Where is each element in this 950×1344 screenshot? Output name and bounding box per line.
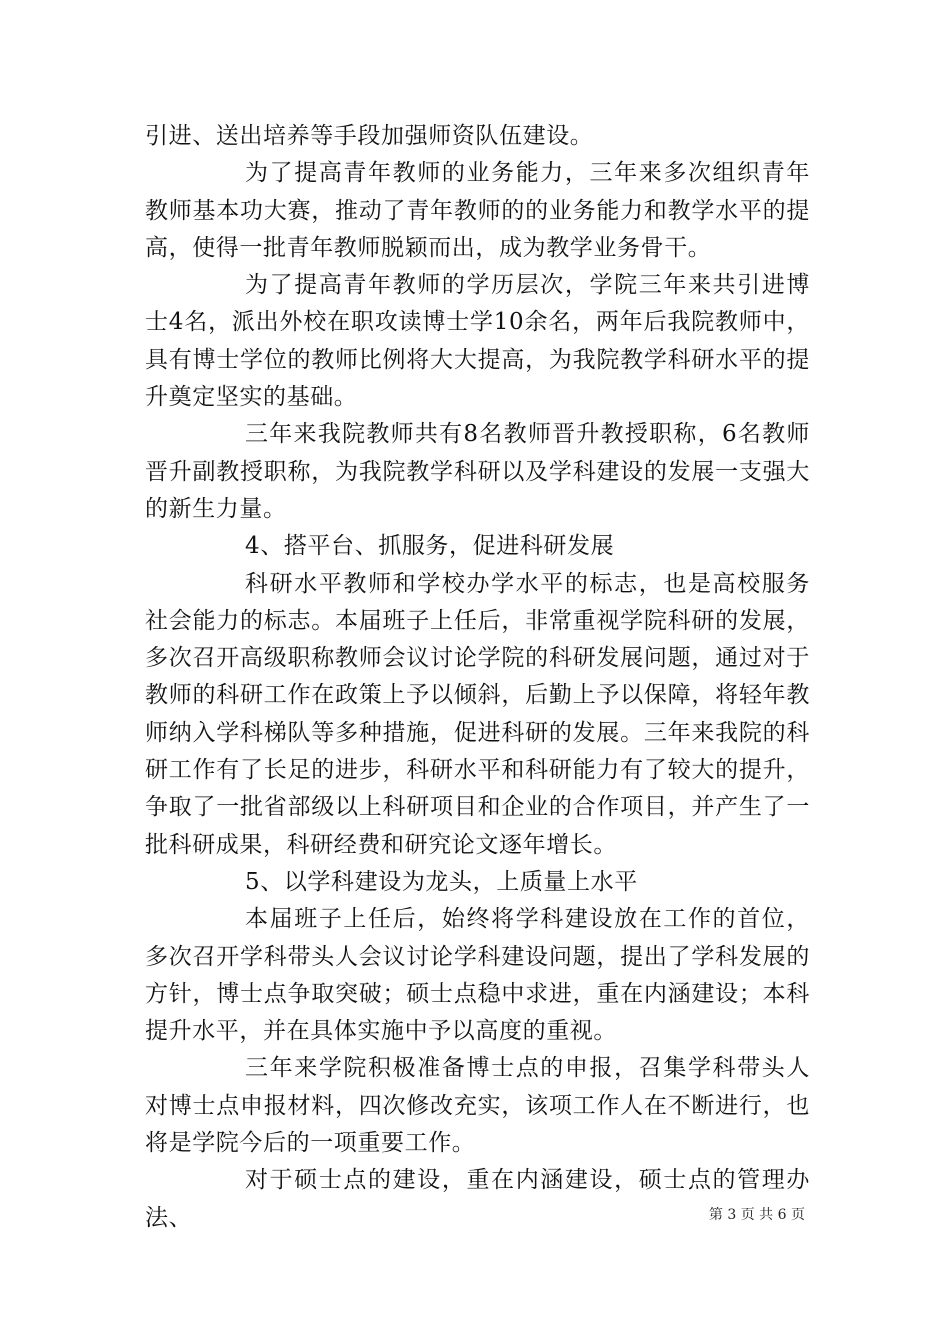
paragraph: 为了提高青年教师的业务能力，三年来多次组织青年教师基本功大赛，推动了青年教师的的业务能力和教学水平的提高，使得一批青年教师脱颖而出，成为教学业务骨干。	[145, 160, 810, 261]
paragraph: 三年来我院教师共有8名教师晋升教授职称，6名教师晋升副教授职称，为我院教学科研以及学科建设的发展一支强大的新生力量。	[145, 421, 810, 522]
section-heading: 5、以学科建设为龙头，上质量上水平	[245, 868, 638, 895]
document-body	[145, 118, 810, 1237]
paragraph: 引进、送出培养等手段加强师资队伍建设。	[145, 123, 594, 149]
paragraph: 三年来学院积极准备博士点的申报，召集学科带头人对博士点申报材料，四次修改充实，该项工作人在不断进行，也将是学院今后的一项重要工作。	[145, 1055, 810, 1157]
page-footer: 第 3 页 共 6 页	[708, 1207, 805, 1223]
paragraph: 科研水平教师和学校办学水平的标志，也是高校服务社会能力的标志。本届班子上任后，非常重视学院科研的发展，多次召开高级职称教师会议讨论学院的科研发展问题，通过对于教师的科研工作在政策上予以倾斜，后勤上予以保障，将轻年教师纳入学科梯队等多种措施，促进科研的发展。三年来我院的科研工作有了长足的进步，科研水平和科研能力有了较大的提升，争取了一批省部级以上科研项目和企业的合作项目，并产生了一批科研成果，科研经费和研究论文逐年增长。	[145, 570, 810, 858]
paragraph: 对于硕士点的建设，重在内涵建设，硕士点的管理办法、	[145, 1167, 810, 1231]
paragraph: 为了提高青年教师的学历层次，学院三年来共引进博士4名，派出外校在职攻读博士学10余名，两年后我院教师中，具有博士学位的教师比例将大大提高，为我院教学科研水平的提升奠定坚实的基础。	[145, 272, 810, 411]
paragraph: 本届班子上任后，始终将学科建设放在工作的首位，多次召开学科带头人会议讨论学科建设问题，提出了学科发展的方针，博士点争取突破；硕士点稳中求进，重在内涵建设；本科提升水平，并在具体实施中予以高度的重视。	[145, 906, 810, 1045]
section-heading: 4、搭平台、抓服务，促进科研发展	[245, 533, 615, 560]
